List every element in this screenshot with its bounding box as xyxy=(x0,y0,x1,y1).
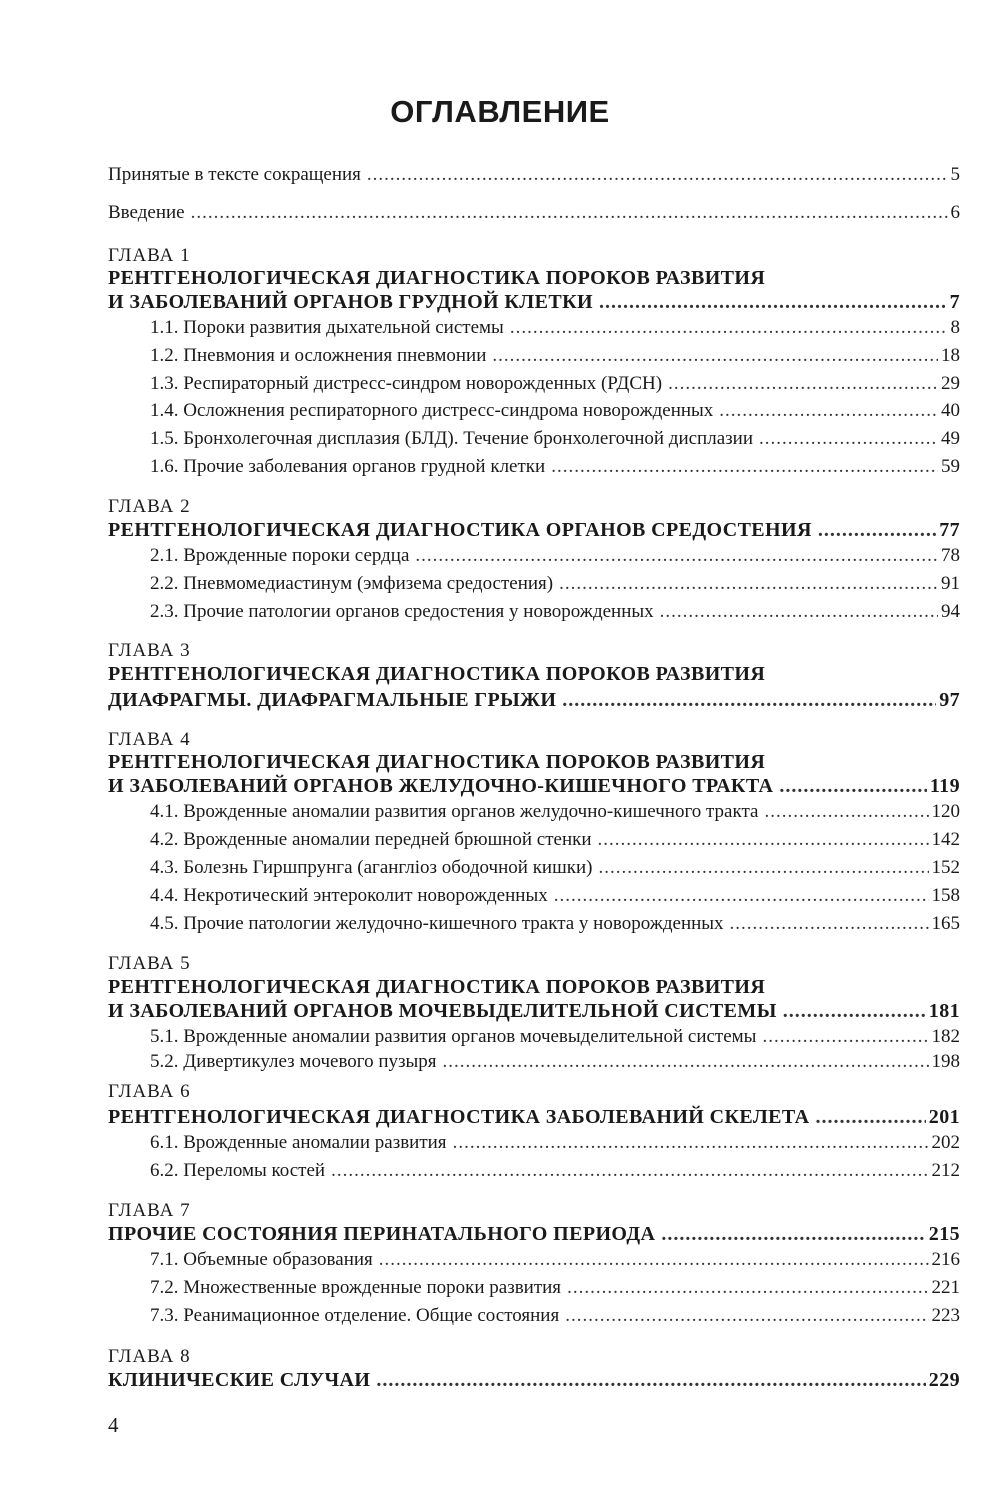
chapter-title: ДИАФРАГМЫ. ДИАФРАГМАЛЬНЫЕ ГРЫЖИ xyxy=(108,689,557,711)
toc-entry-section[interactable] xyxy=(150,1304,960,1328)
toc-entry-section[interactable] xyxy=(150,1131,960,1155)
chapter-title: РЕНТГЕНОЛОГИЧЕСКАЯ ДИАГНОСТИКА ПОРОКОВ РАЗВИТИЯ xyxy=(108,267,766,289)
toc-entry-abbreviations[interactable] xyxy=(108,163,960,187)
toc-entry-chapter-4[interactable] xyxy=(108,774,960,798)
toc-entry-page: 229 xyxy=(928,1369,960,1391)
dot-leader xyxy=(815,1105,925,1129)
chapter-title: И ЗАБОЛЕВАНИЙ ОРГАНОВ ЖЕЛУДОЧНО-КИШЕЧНОГО ТРАКТА xyxy=(108,775,774,797)
toc-entry-page: 91 xyxy=(941,573,960,594)
dot-leader xyxy=(730,912,929,936)
chapter-title: РЕНТГЕНОЛОГИЧЕСКАЯ ДИАГНОСТИКА ЗАБОЛЕВАНИЙ СКЕЛЕТА xyxy=(108,1106,810,1128)
toc-entry-label: 1.2. Пневмония и осложнения пневмонии xyxy=(150,345,487,366)
toc-entry-section[interactable] xyxy=(150,856,960,880)
toc-entry-section[interactable] xyxy=(150,1159,960,1183)
toc-entry-label: 5.1. Врожденные аномалии развития органов мочевыделительной системы xyxy=(150,1026,757,1047)
toc-entry-page: 8 xyxy=(950,317,960,338)
chapter-title: КЛИНИЧЕСКИЕ СЛУЧАИ xyxy=(108,1369,371,1391)
toc-entry-page: 201 xyxy=(928,1106,960,1128)
toc-entry-page: 182 xyxy=(931,1026,960,1047)
dot-leader xyxy=(598,828,929,852)
dot-leader xyxy=(661,1222,925,1246)
toc-entry-section[interactable] xyxy=(150,427,960,451)
toc-entry-label: 4.5. Прочие патологии желудочно-кишечного тракта у новорожденных xyxy=(150,913,724,934)
chapter-title: РЕНТГЕНОЛОГИЧЕСКАЯ ДИАГНОСТИКА ПОРОКОВ РАЗВИТИЯ xyxy=(108,663,766,685)
toc-entry-page: 198 xyxy=(931,1051,960,1072)
toc-entry-page: 181 xyxy=(928,1000,960,1022)
toc-entry-page: 165 xyxy=(931,913,960,934)
toc-entry-label: 1.3. Респираторный дистресс-синдром новорожденных (РДСН) xyxy=(150,373,663,394)
chapter-title: ПРОЧИЕ СОСТОЯНИЯ ПЕРИНАТАЛЬНОГО ПЕРИОДА xyxy=(108,1223,656,1245)
dot-leader xyxy=(668,372,938,396)
toc-entry-label: 2.3. Прочие патологии органов средостения у новорожденных xyxy=(150,601,654,622)
dot-leader xyxy=(764,800,928,824)
toc-entry-section[interactable] xyxy=(150,1248,960,1272)
toc-entry-chapter-6[interactable] xyxy=(108,1105,960,1129)
toc-entry-label: 1.4. Осложнения респираторного дистресс-синдрома новорожденных xyxy=(150,400,714,421)
toc-entry-page: 18 xyxy=(941,345,960,366)
toc-entry-label: 2.2. Пневмомедиастинум (эмфизема средостения) xyxy=(150,573,554,594)
dot-leader xyxy=(762,1025,928,1049)
toc-entry-section[interactable] xyxy=(150,1050,960,1074)
toc-entry-label: 4.4. Некротический энтероколит новорожденных xyxy=(150,885,548,906)
toc-entry-page: 97 xyxy=(939,689,960,711)
dot-leader xyxy=(779,774,926,798)
toc-entry-section[interactable] xyxy=(150,1025,960,1049)
toc-entry-introduction[interactable] xyxy=(108,201,960,225)
toc-entry-label: 1.1. Пороки развития дыхательной системы xyxy=(150,317,504,338)
toc-entry-section[interactable] xyxy=(150,399,960,423)
toc-entry-label: Введение xyxy=(108,202,185,223)
toc-entry-page: 77 xyxy=(939,519,960,541)
toc-entry-page: 49 xyxy=(941,428,960,449)
toc-entry-page: 29 xyxy=(941,373,960,394)
dot-leader xyxy=(492,344,938,368)
dot-leader xyxy=(453,1131,929,1155)
toc-entry-label: 6.1. Врожденные аномалии развития xyxy=(150,1132,447,1153)
dot-leader xyxy=(191,201,948,225)
toc-entry-label: 1.6. Прочие заболевания органов грудной клетки xyxy=(150,456,546,477)
toc-entry-chapter-3[interactable] xyxy=(108,688,960,712)
toc-entry-section[interactable] xyxy=(150,455,960,479)
toc-entry-section[interactable] xyxy=(150,828,960,852)
toc-entry-section[interactable] xyxy=(150,912,960,936)
toc-entry-section[interactable] xyxy=(150,884,960,908)
dot-leader xyxy=(376,1368,925,1392)
toc-entry-page: 202 xyxy=(931,1132,960,1153)
toc-entry-label: 5.2. Дивертикулез мочевого пузыря xyxy=(150,1051,437,1072)
chapter-label: ГЛАВА 6 xyxy=(108,1081,191,1102)
toc-entry-page: 221 xyxy=(931,1277,960,1298)
toc-entry-page: 215 xyxy=(928,1223,960,1245)
toc-entry-label: 4.1. Врожденные аномалии развития органов желудочно-кишечного тракта xyxy=(150,801,759,822)
toc-entry-label: 4.3. Болезнь Гиршпрунга (агангліоз ободочной кишки) xyxy=(150,857,593,878)
toc-entry-page: 59 xyxy=(941,456,960,477)
toc-entry-page: 94 xyxy=(941,601,960,622)
toc-entry-page: 158 xyxy=(931,885,960,906)
chapter-label: ГЛАВА 5 xyxy=(108,953,191,974)
chapter-label: ГЛАВА 8 xyxy=(108,1346,191,1367)
chapter-label: ГЛАВА 3 xyxy=(108,640,191,661)
toc-entry-label: 7.2. Множественные врожденные пороки развития xyxy=(150,1277,562,1298)
toc-entry-label: 7.1. Объемные образования xyxy=(150,1249,373,1270)
toc-entry-page: 120 xyxy=(931,801,960,822)
toc-entry-page: 216 xyxy=(931,1249,960,1270)
dot-leader xyxy=(415,544,938,568)
dot-leader xyxy=(559,572,938,596)
toc-entry-label: Принятые в тексте сокращения xyxy=(108,164,361,185)
toc-entry-section[interactable] xyxy=(150,572,960,596)
toc-entry-label: 6.2. Переломы костей xyxy=(150,1160,326,1181)
chapter-title: РЕНТГЕНОЛОГИЧЕСКАЯ ДИАГНОСТИКА ОРГАНОВ СРЕДОСТЕНИЯ xyxy=(108,519,812,541)
toc-entry-label: 2.1. Врожденные пороки сердца xyxy=(150,545,410,566)
chapter-title: РЕНТГЕНОЛОГИЧЕСКАЯ ДИАГНОСТИКА ПОРОКОВ РАЗВИТИЯ xyxy=(108,976,766,998)
chapter-label: ГЛАВА 1 xyxy=(108,245,191,266)
toc-entry-page: 212 xyxy=(931,1160,960,1181)
page-number: 4 xyxy=(108,1413,119,1437)
dot-leader xyxy=(331,1159,928,1183)
chapter-title: И ЗАБОЛЕВАНИЙ ОРГАНОВ ГРУДНОЙ КЛЕТКИ xyxy=(108,291,593,313)
dot-leader xyxy=(598,856,928,880)
toc-entry-chapter-2[interactable] xyxy=(108,518,960,542)
toc-entry-chapter-7[interactable] xyxy=(108,1222,960,1246)
dot-leader xyxy=(565,1304,928,1328)
dot-leader xyxy=(562,688,936,712)
page-title: ОГЛАВЛЕНИЕ xyxy=(390,94,610,129)
dot-leader xyxy=(660,600,938,624)
toc-entry-section[interactable] xyxy=(150,600,960,624)
toc-entry-chapter-1[interactable] xyxy=(108,290,960,314)
toc-entry-page: 40 xyxy=(941,400,960,421)
dot-leader xyxy=(443,1050,929,1074)
chapter-title: И ЗАБОЛЕВАНИЙ ОРГАНОВ МОЧЕВЫДЕЛИТЕЛЬНОЙ СИСТЕМЫ xyxy=(108,1000,777,1022)
dot-leader xyxy=(818,518,936,542)
dot-leader xyxy=(783,999,926,1023)
toc-entry-label: 1.5. Бронхолегочная дисплазия (БЛД). Течение бронхолегочной дисплазии xyxy=(150,428,753,449)
toc-entry-page: 7 xyxy=(949,291,960,313)
toc-entry-label: 4.2. Врожденные аномалии передней брюшной стенки xyxy=(150,829,592,850)
chapter-label: ГЛАВА 4 xyxy=(108,729,191,750)
toc-entry-chapter-8[interactable] xyxy=(108,1368,960,1392)
toc-entry-section[interactable] xyxy=(150,544,960,568)
toc-entry-page: 119 xyxy=(929,775,960,797)
chapter-title: РЕНТГЕНОЛОГИЧЕСКАЯ ДИАГНОСТИКА ПОРОКОВ РАЗВИТИЯ xyxy=(108,751,766,773)
toc-entry-page: 5 xyxy=(950,164,960,185)
toc-entry-chapter-5[interactable] xyxy=(108,999,960,1023)
toc-entry-label: 7.3. Реанимационное отделение. Общие состояния xyxy=(150,1305,560,1326)
dot-leader xyxy=(759,427,938,451)
toc-entry-page: 152 xyxy=(931,857,960,878)
toc-entry-section[interactable] xyxy=(150,344,960,368)
dot-leader xyxy=(367,163,948,187)
toc-entry-page: 223 xyxy=(931,1305,960,1326)
chapter-label: ГЛАВА 2 xyxy=(108,496,191,517)
toc-entry-section[interactable] xyxy=(150,372,960,396)
toc-entry-section[interactable] xyxy=(150,800,960,824)
dot-leader xyxy=(551,455,938,479)
toc-entry-page: 6 xyxy=(950,202,960,223)
dot-leader xyxy=(719,399,938,423)
chapter-label: ГЛАВА 7 xyxy=(108,1200,191,1221)
toc-entry-page: 78 xyxy=(941,545,960,566)
dot-leader xyxy=(510,316,948,340)
toc-entry-page: 142 xyxy=(931,829,960,850)
dot-leader xyxy=(379,1248,929,1272)
toc-entry-section[interactable] xyxy=(150,316,960,340)
dot-leader xyxy=(554,884,929,908)
dot-leader xyxy=(599,290,947,314)
dot-leader xyxy=(567,1276,928,1300)
toc-entry-section[interactable] xyxy=(150,1276,960,1300)
